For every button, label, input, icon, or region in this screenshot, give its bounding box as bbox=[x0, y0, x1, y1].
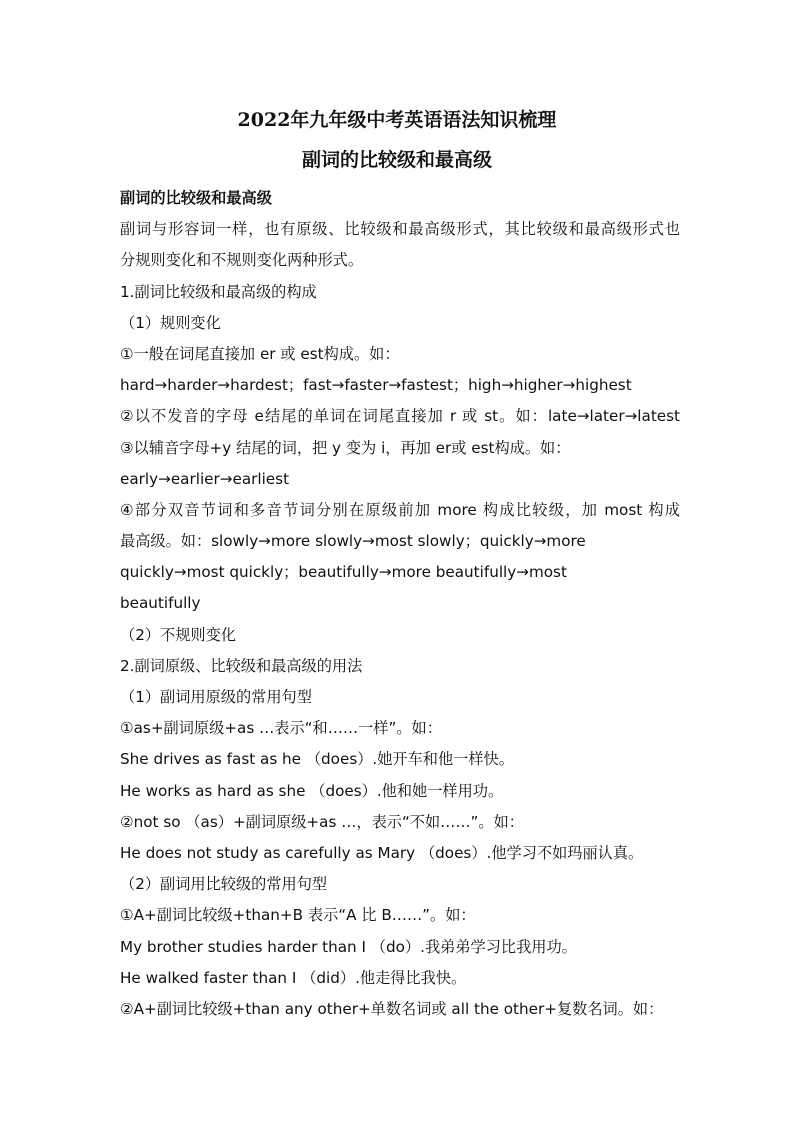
example-line: He does not study as carefully as Mary （does）.他学习不如玛丽认真。 bbox=[120, 843, 644, 862]
paragraph-line: 副词与形容词一样，也有原级、比较级和最高级形式，其比较级和最高级形式也 bbox=[120, 220, 680, 239]
paragraph-line: 分规则变化和不规则变化两种形式。 bbox=[120, 251, 363, 270]
example-line: hard→harder→hardest；fast→faster→fastest；high→higher→highest bbox=[120, 376, 632, 395]
example-line: He walked faster than I （did）.他走得比我快。 bbox=[120, 968, 467, 987]
rule-line: ③以辅音字母+y 结尾的词，把 y 变为 i，再加 er或 est构成。如： bbox=[120, 438, 571, 457]
example-line: My brother studies harder than I （do）.我弟弟学习比我用功。 bbox=[120, 937, 577, 956]
rule-line: ②not so （as）+副词原级+as …，表示“不如……”。如： bbox=[120, 812, 524, 831]
numbered-heading: 1.副词比较级和最高级的构成 bbox=[120, 282, 317, 301]
rule-line: ④部分双音节词和多音节词分别在原级前加 more 构成比较级，加 most 构成 bbox=[120, 500, 680, 519]
sub-heading: （1）副词用原级的常用句型 bbox=[120, 688, 312, 706]
rule-line: ①A+副词比较级+than+B 表示“A 比 B……”。如： bbox=[120, 906, 476, 925]
example-line: She drives as fast as he （does）.她开车和他一样快。 bbox=[120, 750, 514, 769]
example-line: He works as hard as she （does）.他和她一样用功。 bbox=[120, 781, 504, 800]
sub-heading: （1）规则变化 bbox=[120, 313, 221, 332]
rule-line: ①一般在词尾直接加 er 或 est构成。如： bbox=[120, 344, 400, 363]
numbered-heading: 2.副词原级、比较级和最高级的用法 bbox=[120, 656, 363, 675]
document-body bbox=[120, 183, 680, 1025]
sub-heading: （2）副词用比较级的常用句型 bbox=[120, 875, 328, 894]
example-line: 最高级。如：slowly→more slowly→most slowly；quickly→more bbox=[120, 532, 586, 551]
example-line: quickly→most quickly；beautifully→more beautifully→most bbox=[120, 563, 567, 582]
rule-line: ①as+副词原级+as …表示“和……一样”。如： bbox=[120, 719, 442, 738]
example-line: early→earlier→earliest bbox=[120, 469, 290, 488]
rule-line: ②以不发音的字母 e结尾的单词在词尾直接加 r 或 st。如：late→later→latest bbox=[120, 407, 680, 426]
sub-heading: （2）不规则变化 bbox=[120, 625, 236, 644]
example-line: beautifully bbox=[120, 594, 201, 613]
document-title: 2022年九年级中考英语语法知识梳理 bbox=[237, 109, 557, 131]
document-subtitle: 副词的比较级和最高级 bbox=[301, 149, 492, 171]
section-heading: 副词的比较级和最高级 bbox=[120, 189, 272, 207]
rule-line: ②A+副词比较级+than any other+单数名词或 all the other+复数名词。如： bbox=[120, 999, 664, 1018]
